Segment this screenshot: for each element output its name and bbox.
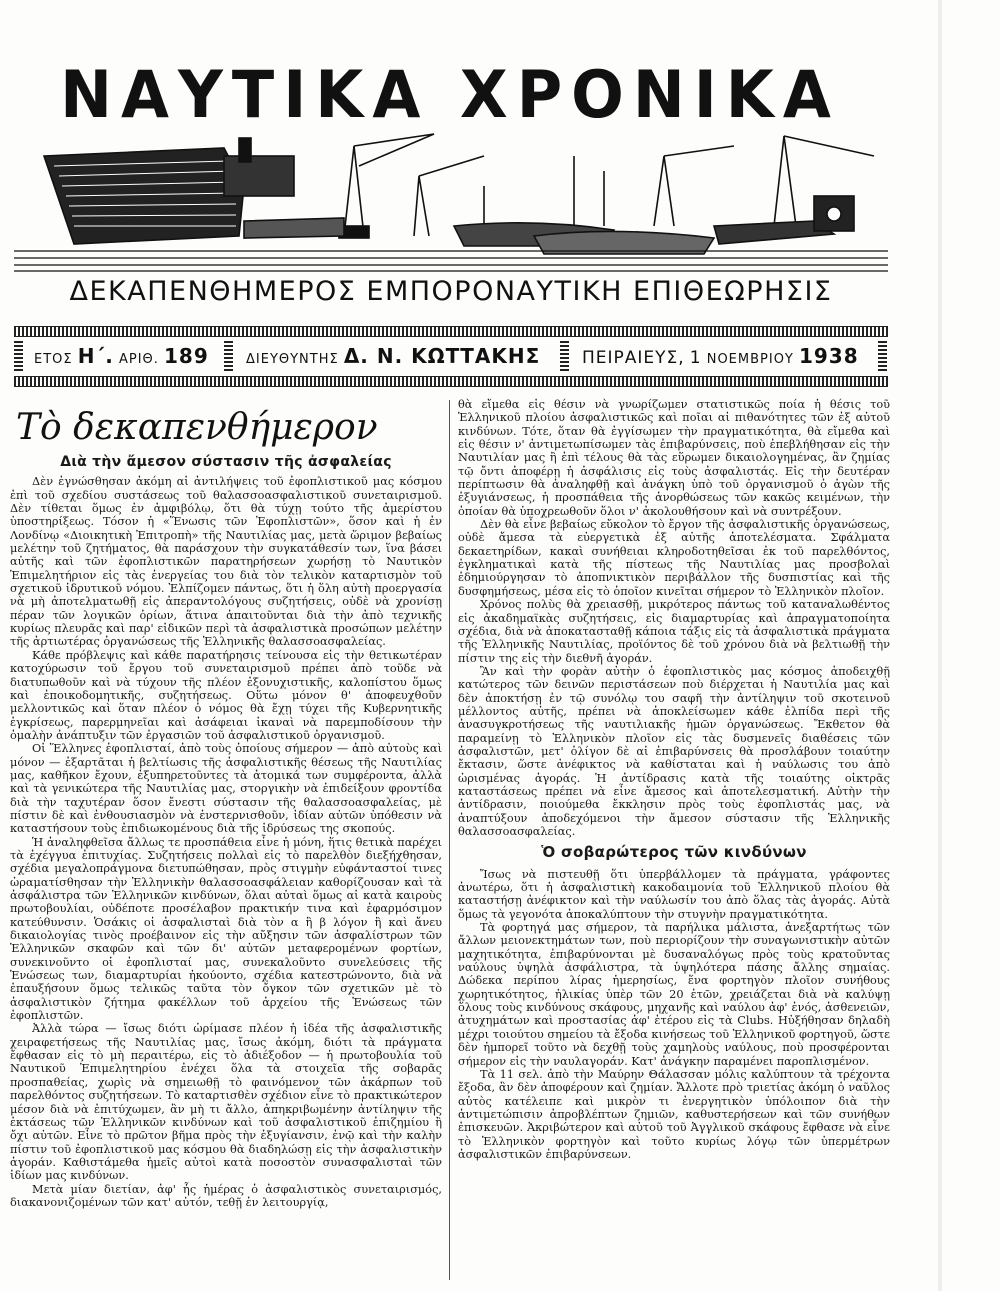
paragraph: Οἱ Ἕλληνες ἐφοπλισταί, ἀπὸ τοὺς ὁποίους σήμερον — ἀπὸ αὐτοὺς καὶ μόνον — ἐξαρτᾶται ἡ βελτίωσις τῆς ἀσφαλιστικῆς θέσεως τῆς Ναυτιλίας μας, καθῆκον ἔχουν, ἐξυπηρετοῦντες τὰ ἀτομικά των συμφέροντα, ἀλλὰ καὶ τὰ γενικώτερα τῆς Ναυτιλίας μας, στοργικὴν νὰ ἐπιδείξουν φροντίδα διὰ τὴν ταχυτέραν ὅσον ἔνεστι σύστασιν τῆς θαλασσοασφαλείας, μὲ πίστιν δὲ καὶ ἐνθουσιασμὸν νὰ ἐνστερνισθοῦν, ἰδίαν αὐτῶν ὑπόθεσιν νὰ καταστήσουν τοὺς ἐπιδιωκομένους διὰ τῆς ἱδρύσεως της σκοπούς. (10, 742, 442, 836)
director-name: Δ. Ν. ΚΩΤΤΑΚΗΣ (343, 344, 541, 368)
paragraph: θὰ εἴμεθα εἰς θέσιν νὰ γνωρίζωμεν στατιστικῶς ποία ἡ θέσις τοῦ Ἑλληνικοῦ πλοίου ἀσφαλιστικῶς καὶ ποῖαι αἱ πιθανότητες τῶν ἐξ αὐτοῦ κινδύνων. Τότε, ὅταν θὰ ἐγγίσωμεν τὴν πραγματικότητα, θὰ εἴμεθα καὶ εἰς θέσιν ν' ἀντιμετωπίσωμεν τὰς ἐπιβαρύνσεις, ποὺ ἐπεβλήθησαν εἰς τὴν Ναυτιλίαν μας ἢ ἐπὶ τέλους θὰ τὰς εὕρωμεν δικαιολογημένας, ἂν ζημίας τῷ ὄντι ἀποφέρῃ ἡ ἀσφάλισις εἰς τοὺς ἀσφαλιστάς. Εἰς τὴν δευτέραν περίπτωσιν θὰ ἀναληφθῇ καὶ ἀνάγκη ὑπὸ τοῦ ὀργανισμοῦ ὁ ἀγὼν τῆς ἐξυγιάνσεως, ἡ προσπάθεια τῆς ἀνορθώσεως τῶν κακῶς κειμένων, τὴν ὁποίαν θὰ ὑποχρεωθοῦν ὅλοι ν' ἀκολουθήσουν καὶ νὰ συντρέξουν. (458, 398, 890, 518)
issue-info-bar (14, 340, 888, 372)
paragraph: Ἡ ἀναληφθεῖσα ἄλλως τε προσπάθεια εἶνε ἡ μόνη, ἥτις θετικὰ παρέχει τὰ ἐχέγγυα ἐπιτυχίας. Συζητήσεις πολλαὶ εἰς τὸ παρελθὸν διεξήχθησαν, σχέδια μεγαλοπράγμονα διετυπώθησαν, πρὸς στιγμὴν εὐφάνταστοί τινες ὡραματίσθησαν τὴν Ἑλληνικὴν θαλασσοασφάλειαν καθορίζουσαν καὶ τὰ ἀσφάλιστρα τῶν Ἑλληνικῶν κινδύνων, ὅλαι αὐταὶ ὅμως αἱ κατὰ καιροὺς πρωτοβουλίαι, οὐδέποτε προσέλαβον πρακτικήν τινα καὶ ἐφαρμόσιμον κατεύθυνσιν. Ὁσάκις οἱ ἀσφαλισταὶ διὰ τὸν α ἢ β λόγον ἢ καὶ ἄνευ δικαιολογίας τινὸς προέβαινον εἰς τὴν αὔξησιν τῶν ἀσφαλίστρων τῶν Ἑλληνικῶν σκαφῶν καὶ τῶν δι' αὐτῶν μεταφερομένων φορτίων, συνεκινοῦντο οἱ ἐφοπλισταί μας, συνεκαλοῦντο συνελεύσεις τῆς Ἑνώσεως των, διαμαρτυρίαι ἠκούοντο, σχέδια κατεστρώνοντο, διὰ νὰ ἐπαυξήσουν ὅμως τελικῶς ταῦτα τὸν ὄγκον τῶν σχετικῶν μὲ τὸ ἀσφαλιστικὸν ζήτημα φακέλλων τοῦ ἀρχείου τῆς Ἑνώσεως τῶν ἐφοπλιστῶν. (10, 835, 442, 1023)
etos-label: ΕΤΟΣ (34, 352, 73, 367)
city: ΠΕΙΡΑΙΕΥΣ, (582, 348, 685, 368)
paragraph: Χρόνος πολὺς θὰ χρειασθῇ, μικρότερος πάντως τοῦ καταναλωθέντος εἰς ἀκαδημαϊκὰς συζητήσεις, εἰς διαμαρτυρίας καὶ ἀπραγματοποίητα σχέδια, διὰ νὰ ἀποκατασταθῇ κάποια τάξις εἰς τὰ ἀσφαλιστικὰ πράγματα τῆς Ἑλληνικῆς Ναυτιλίας, προϊόντος δὲ τοῦ χρόνου διὰ νὰ βελτιωθῇ τὴν πίστιν της εἰς τὴν διεθνῆ ἀγοράν. (458, 598, 890, 665)
director (246, 340, 540, 372)
day: 1 (689, 348, 702, 368)
issue-date (582, 340, 859, 372)
info-separator (878, 341, 887, 371)
paragraph: Ἴσως νὰ πιστευθῇ ὅτι ὑπερβάλλομεν τὰ πράγματα, γράφοντες ἀνωτέρω, ὅτι ἡ ἀσφαλιστικὴ κακοδαιμονία τοῦ Ἑλληνικοῦ πλοίου θὰ καταστήσῃ ἀνέφικτον καὶ τὴν ναύλωσίν του ἀπὸ ὅλας τὰς ἀγοράς. Αὐτὰ ὅμως τὰ γεγονότα ἀποκαλύπτουν τὴν στυγνὴν πραγματικότητα. (458, 867, 890, 921)
arith-value: 189 (164, 344, 209, 368)
arith-label: ΑΡΙΘ. (118, 352, 159, 367)
etos-value: Η΄. (77, 344, 114, 368)
paragraph: Μετὰ μίαν διετίαν, ἀφ' ἧς ἡμέρας ὁ ἀσφαλιστικὸς συνεταιρισμός, διακανονιζομένων τῶν κατ' αὐτόν, τεθῇ ἐν λειτουργίᾳ, (10, 1182, 442, 1209)
month: ΝΟΕΜΒΡΙΟΥ (706, 352, 794, 367)
paragraph: Δὲν ἐγνώσθησαν ἀκόμη αἱ ἀντιλήψεις τοῦ ἐφοπλιστικοῦ μας κόσμου ἐπὶ τοῦ σχεδίου συστάσεως τοῦ θαλασσοασφαλιστικοῦ συνεταιρισμοῦ. Δὲν τίθεται ὅμως ἐν ἀμφιβόλῳ, ὅτι θὰ τύχῃ τούτο τῆς ἀμερίστου ὑποστηρίξεως. Τόσον ἡ «Ἕνωσις τῶν Ἐφοπλιστῶν», ὅσον καὶ ἡ ἐν Λονδίνῳ «Διοικητικὴ Ἐπιτροπὴ» τῆς Ναυτιλίας μας, μετὰ ὥριμον βεβαίως μελέτην τοῦ ζητήματος, θὰ παράσχουν τὴν συγκατάθεσίν των, ἵνα βάσει αὐτῆς καὶ τῶν ἐφοπλιστικῶν παρατηρήσεων χωρήσῃ τὸ Ναυτικὸν Ἐπιμελητήριον εἰς τὰς ἐνεργείας του διὰ τὸν τελικὸν καταρτισμὸν τοῦ σχετικοῦ ἱδρυτικοῦ νόμου. Ἐλπίζομεν πάντως, ὅτι ἡ ὅλη αὐτὴ προεργασία νὰ μὴ ἀποτελματωθῇ εἰς ἀπεραντολόγους συζητήσεις, οὐδὲ νὰ χρονίσῃ πέραν τῶν λογικῶν ὁρίων, ἅτινα ἀπαιτοῦνται διὰ τὴν ἀπὸ τεχνικῆς κυρίως πλευρᾶς καὶ παρ' εἰδικῶν περὶ τὰ ἀσφαλιστικὰ προσώπων μελέτην τῆς ἀρτιωτέρας ὀργανώσεως τῆς Ἑλληνικῆς θαλασσοασφαλείας. (10, 475, 442, 649)
bottom-rule (14, 376, 888, 387)
info-separator (224, 341, 233, 371)
top-rule (14, 326, 888, 337)
left-column (10, 400, 442, 1209)
section-heading: Ὁ σοβαρώτερος τῶν κινδύνων (541, 843, 807, 862)
masthead-subtitle: ΔΕΚΑΠΕΝΘΗΜΕΡΟΣ ΕΜΠΟΡΟΝΑΥΤΙΚΗ ΕΠΙΘΕΩΡΗΣΙΣ (69, 276, 833, 307)
paragraph: Δὲν θὰ εἶνε βεβαίως εὔκολον τὸ ἔργον τῆς ἀσφαλιστικῆς ὀργανώσεως, οὐδὲ ἄμεσα τὰ εὐεργετικὰ ἐξ αὐτῆς ἀποτελέσματα. Σφάλματα δεκαετηρίδων, κακαὶ συνήθειαι κληροδοτηθεῖσαι ἐκ τοῦ παρελθόντος, ἐγκληματικαὶ κατὰ τῆς πίστεως τῆς Ναυτιλίας μας προσβολαὶ ἐδημιούργησαν τὸ ἀποπνικτικὸν περιβάλλον τῆς δυσπιστίας καὶ τῆς δυσφημήσεως, μέσα εἰς τὸ ὁποῖον κινεῖται σήμερον τὸ Ἑλληνικὸν πλοῖον. (458, 518, 890, 598)
article-heading: Διὰ τὴν ἄμεσον σύστασιν τῆς ἀσφαλείας (60, 454, 392, 470)
paragraph: Τὰ 11 σελ. ἀπὸ τὴν Μαύρην Θάλασσαν μόλις καλύπτουν τὰ τρέχοντα ἔξοδα, ἂν δὲν ἀποφέρουν καὶ ζημίαν. Ἄλλοτε πρὸ τριετίας ἀκόμη ὁ ναῦλος αὐτὸς κατέλειπε καὶ μικρὸν τι ἐνεργητικὸν ὑπόλοιπον διὰ τὴν ἀντιμετώπισιν ἀπροβλέπτων ζημιῶν, καθυστερήσεων καὶ τῶν συνήθων ἐπισκευῶν. Ἀκριβώτερον καὶ αὐτοῦ τοῦ Ἀγγλικοῦ σκάφους ἔφθασε νὰ εἶνε τὸ Ἑλληνικὸν φορτηγὸν καὶ τοῦτο κυρίως λόγῳ τῶν ὑπερμέτρων ἀσφαλιστικῶν ἐπιβαρύνσεων. (458, 1067, 890, 1161)
column-title: Τὸ δεκαπενθήμερον (16, 407, 378, 448)
director-label: ΔΙΕΥΘΥΝΤΗΣ (246, 352, 339, 367)
column-divider (449, 400, 450, 1280)
paragraph: Ἀλλὰ τώρα — ἴσως διότι ὡρίμασε πλέον ἡ ἰδέα τῆς ἀσφαλιστικῆς χειραφετήσεως τῆς Ναυτιλίας μας, ἴσως ἀκόμη, διότι τὰ πράγματα ἔφθασαν εἰς τὸ μὴ περαιτέρω, εἰς τὸ ἀδιέξοδον — ἡ πρωτοβουλία τοῦ Ναυτικοῦ Ἐπιμελητηρίου ἐνέχει ὅλα τὰ στοιχεῖα τῆς σοβαρᾶς προσπαθείας, χωρὶς νὰ σημειωθῇ τὸ φαινόμενον τῶν ἀκάρπων τοῦ παρελθόντος συζητήσεων. Τὸ καταρτισθὲν σχέδιον εἶνε τὸ πρακτικώτερον μέσον διὰ νὰ ἐπιτύχωμεν, ἂν μὴ τι ἄλλο, ἀπηκριβωμένην ἀντίληψιν τῆς ἐκτάσεως τῶν Ἑλληνικῶν κινδύνων καὶ τοῦ ἀσφαλιστικοῦ ἐπιζημίου ἢ ὄχι αὐτῶν. Εἶνε τὸ πρῶτον βῆμα πρὸς τὴν ἐξυγίανσιν, ἐνῷ καὶ τὴν καλὴν πίστιν τοῦ ἐφοπλιστικοῦ μας κόσμου θὰ διαδηλώσῃ εἰς τὴν ἀσφαλιστικὴν ἀγοράν. Καθιστάμεθα ἡμεῖς αὐτοὶ κατὰ ποσοστὸν συνασφαλισταὶ τῶν ἰδίων μας κινδύνων. (10, 1022, 442, 1183)
masthead-title: ΝΑΥΤΙΚΑ ΧΡΟΝΙΚΑ (60, 56, 840, 133)
paragraph: Τὰ φορτηγά μας σήμερον, τὰ παρήλικα μάλιστα, ἀνεξαρτήτως τῶν ἄλλων μειονεκτημάτων των, ποὺ περιορίζουν τὴν συναγωνιστικὴν αὐτῶν μαχητικότητα, ἐπιβαρύνονται μὲ δυσαναλόγως πρὸς τοὺς κρατοῦντας ναύλους ὑψηλὰ ἀσφάλιστρα, τὰ ὑψηλότερα πάσης ἄλλης σημαίας. Δώδεκα περίπου λίρας ἡμερησίως, ἕνα φορτηγὸν πλοῖον συνήθους χωρητικότητος, ἡλικίας ὑπὲρ τῶν 20 ἐτῶν, χρειάζεται διὰ νὰ καλύψῃ ὅλους τοὺς κινδύνους σκάφους, μηχανῆς καὶ ναύλου ἀφ' ἑνός, ἀσθενειῶν, ἀτυχημάτων καὶ προστασίας ἀφ' ἑτέρου εἰς τὰ Clubs. Ηὐξήθησαν δηλαδὴ μέχρι τοιούτου σημείου τὰ ἔξοδα κινήσεως τοῦ Ἑλληνικοῦ φορτηγοῦ, ὥστε δὲν ἠμπορεῖ τοῦτο νὰ δεχθῇ τοὺς χαμηλοὺς ναύλους, ποὺ προσφέρονται σήμερον εἰς τὴν ναυλαγοράν. Κατ' ἀνάγκην παραμένει παροπλισμένον. (458, 921, 890, 1068)
info-separator (560, 341, 569, 371)
year: 1938 (798, 344, 859, 368)
harbor-illustration (14, 126, 888, 274)
issue-year-number (34, 340, 209, 372)
paragraph: Ἂν καὶ τὴν φορὰν αὐτὴν ὁ ἐφοπλιστικὸς μας κόσμος ἀποδειχθῇ κατώτερος τῶν δεινῶν περιστάσεων ποὺ διέρχεται ἡ Ναυτιλία μας καὶ δὲν ἀποκτήσῃ ἐν τῷ συνόλῳ του σαφῆ τὴν ἀντίληψιν τοῦ σκοτεινοῦ μέλλοντος αὐτῆς, πρέπει νὰ ἀποκλείσωμεν κάθε ἐλπίδα περὶ τῆς ἀνασυγκροτήσεως τῆς ναυτιλιακῆς ἡμῶν ὀργανώσεως. Ἔκθετον θὰ παραμείνῃ τὸ Ἑλληνικὸν πλοῖον εἰς τὰς δυσμενεῖς διαθέσεις τῶν ἀσφαλιστῶν, μετ' ὀλίγον δὲ αἱ ἐπιβαρύνσεις θὰ προσλάβουν τοιαύτην ἔκτασιν, ὥστε ἀνέφικτος νὰ καθίσταται καὶ ἡ ναύλωσις του ἀπὸ ὡρισμένας ἀγοράς. Ἡ ἀντίδρασις κατὰ τῆς τοιαύτης οἰκτρᾶς καταστάσεως πρέπει νὰ εἶνε ἄμεσος καὶ ἀποτελεσματική. Αὐτὴν τὴν ἀντίδρασιν, ποιούμεθα ἔκκλησιν πρὸς τοὺς ἐφοπλιστάς μας, νὰ ἀναπτύξουν ἀποδεχόμενοι τὴν ἄμεσον σύστασιν τῆς Ἑλληνικῆς θαλασσοασφαλείας. (458, 664, 890, 838)
info-separator (14, 341, 23, 371)
paragraph: Κάθε πρόβλεψις καὶ κάθε παρατήρησις τείνουσα εἰς τὴν θετικωτέραν κατοχύρωσιν τοῦ ἔργου τοῦ συνεταιρισμοῦ πρέπει ἀπὸ τοῦδε νὰ διατυπωθοῦν καὶ νὰ τύχουν τῆς πλέον ἐξονυχιστικῆς, καλοπίστου ὅμως καὶ ἐποικοδομητικῆς, συζητήσεως. Οὕτω μόνον θ' ἀποφευχθοῦν μελλοντικῶς καὶ ὅταν πλέον ὁ νόμος θὰ ἔχῃ τύχει τῆς Κυβερνητικῆς ἐγκρίσεως, παρερμηνεῖαι καὶ ἀσάφειαι ἱκαναὶ νὰ παρεμποδίσουν τὴν ὁμαλὴν ἀνάπτυξιν τῶν ἐργασιῶν τοῦ ἀσφαλιστικοῦ ὀργανισμοῦ. (10, 648, 442, 742)
scan-edge (938, 0, 942, 1291)
right-column (458, 398, 890, 1161)
